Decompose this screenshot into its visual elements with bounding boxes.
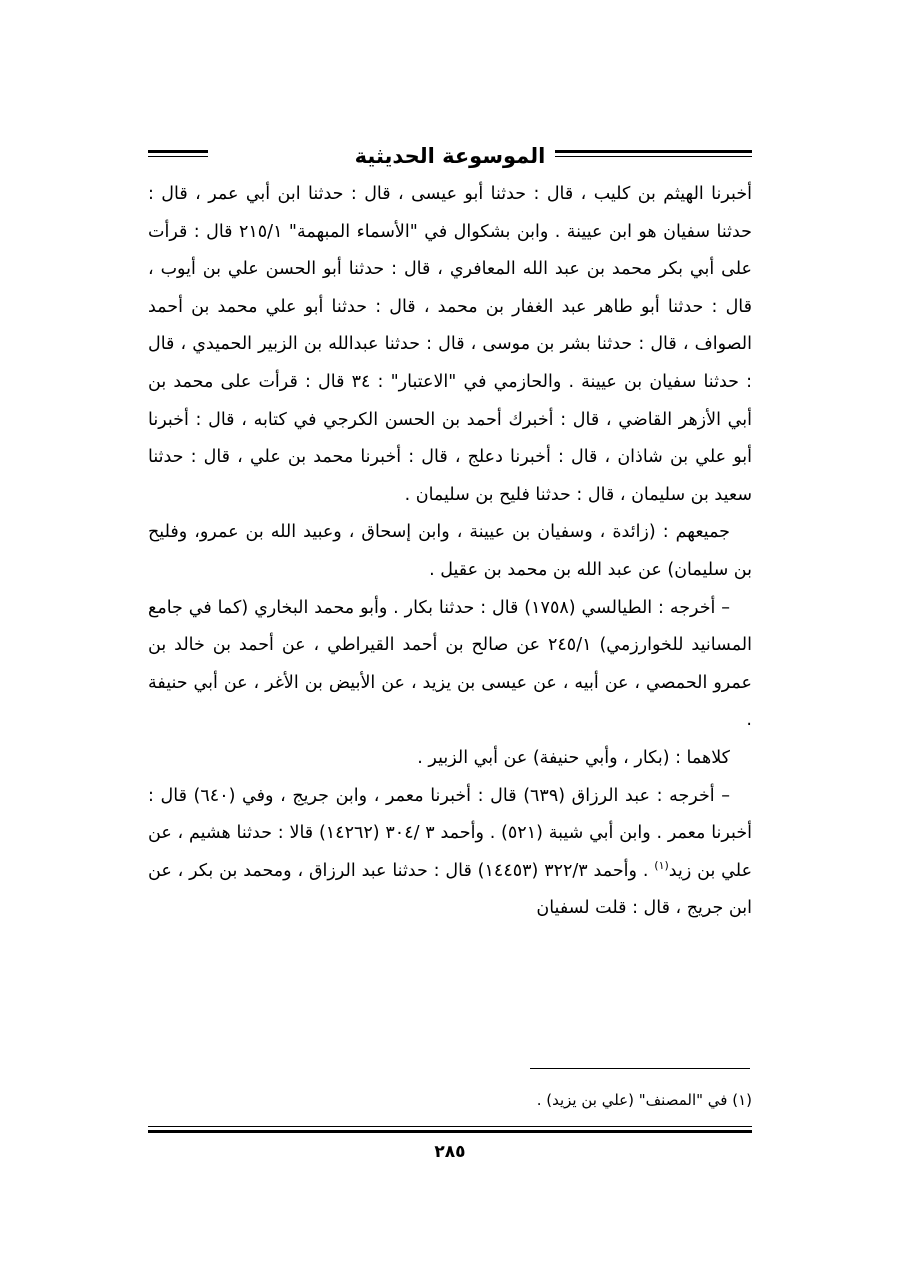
running-header (148, 142, 752, 172)
page-number: ٢٨٥ (434, 1142, 466, 1162)
paragraph-with-note (148, 778, 752, 928)
footer-rule-thick (148, 1130, 752, 1133)
paragraph-text-part: – أخرجه : عبد الرزاق (٦٣٩) قال : أخبرنا معمر ، وابن جريج ، وفي (٦٤٠) قال : أخبرنا معمر . وابن أبي شيبة (٥٢١) . وأحمد ٣ /٣٠٤ (١٤٢٦٢) قالا : حدثنا هشيم ، عن علي بن زيد (148, 785, 753, 881)
footnote-reference: (١) (654, 858, 669, 872)
body-text (148, 176, 752, 928)
paragraph-text-part: . وأحمد ٣٢٢/٣ (١٤٤٥٣) قال : حدثنا عبد الرزاق ، ومحمد بن بكر ، عن ابن جريج ، قال : قلت لسفيان (148, 860, 752, 919)
footer-rule-thin (148, 1126, 752, 1127)
paragraph: جميعهم : (زائدة ، وسفيان بن عيينة ، وابن إسحاق ، وعبيد الله بن عمرو، وفليح بن سليمان) عن عبد الله بن محمد بن عقيل . (148, 522, 752, 580)
header-title (148, 142, 752, 170)
footnote-separator (530, 1068, 750, 1069)
paragraph: كلاهما : (بكار ، وأبي حنيفة) عن أبي الزبير . (417, 747, 730, 768)
paragraph: – أخرجه : الطيالسي (١٧٥٨) قال : حدثنا بكار . وأبو محمد البخاري (كما في جامع المسانيد للخوارزمي) ٢٤٥/١ عن صالح بن أحمد القيراطي ، عن أحمد بن خالد بن عمرو الحمصي ، عن أبيه ، عن عيسى بن يزيد ، عن الأبيض بن الأغر ، عن أبي حنيفة . (148, 597, 753, 731)
footnote: (١) في "المصنف" (علي بن يزيد) . (536, 1091, 752, 1109)
paragraph: أخبرنا الهيثم بن كليب ، قال : حدثنا أبو عيسى ، قال : حدثنا ابن أبي عمر ، قال : حدثنا سفيان هو ابن عيينة . وابن بشكوال في "الأسماء المبهمة" ٢١٥/١ قال : قرأت على أبي بكر محمد بن عبد الله المعافري ، قال : حدثنا أبو الحسن علي بن أيوب ، قال : حدثنا أبو طاهر عبد الغفار بن محمد ، قال : حدثنا أبو علي محمد بن أحمد الصواف ، قال : حدثنا بشر بن موسى ، قال : حدثنا عبدالله بن الزبير الحميدي ، قال : حدثنا سفيان بن عيينة . والحازمي في "الاعتبار" : ٣٤ قال : قرأت على محمد بن أبي الأزهر القاضي ، قال : أخبرك أحمد بن الحسن الكرجي في كتابه ، قال : أخبرنا أبو علي بن شاذان ، قال : أخبرنا دعلج ، قال : أخبرنا محمد بن علي ، قال : حدثنا سعيد بن سليمان ، قال : حدثنا فليح بن سليمان . (148, 184, 753, 505)
header-title-text: الموسوعة الحديثية (345, 144, 556, 168)
